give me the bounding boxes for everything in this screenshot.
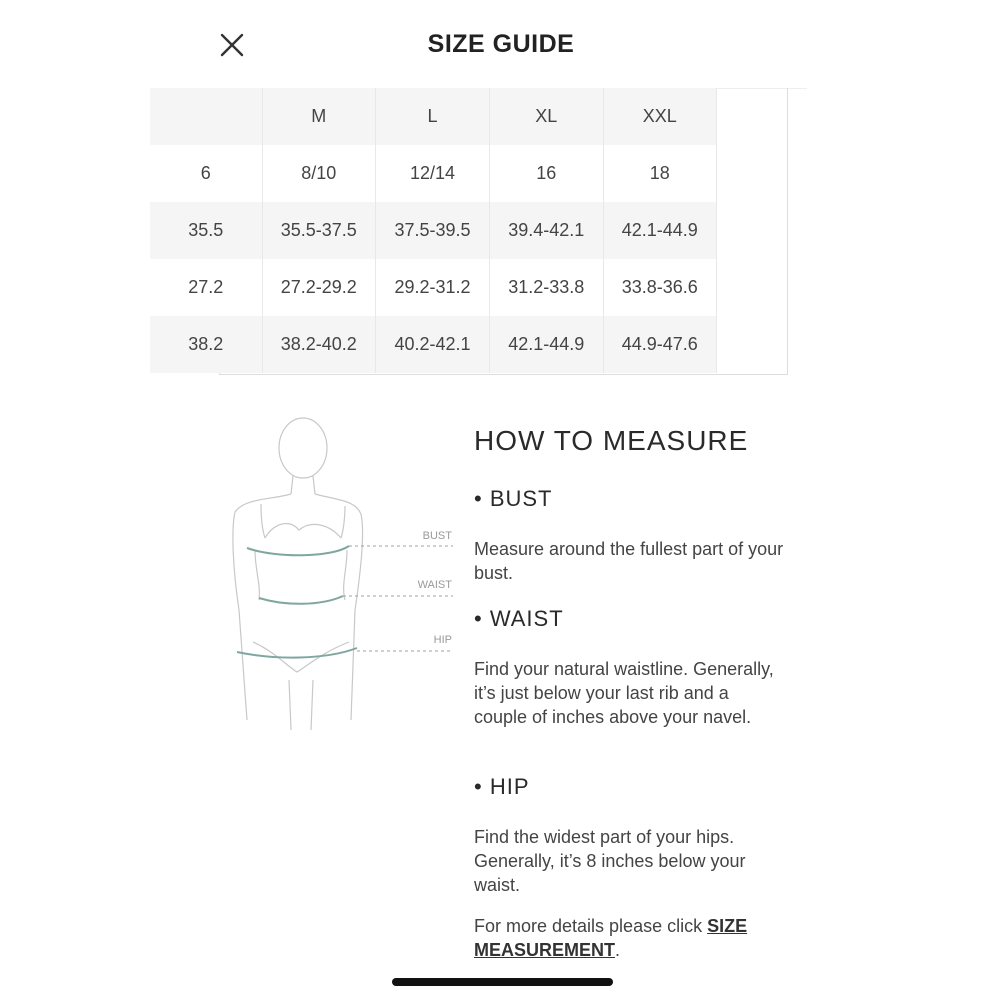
table-cell: 16 (490, 145, 603, 202)
bust-text: Measure around the fullest part of your bust. (474, 539, 784, 583)
table-cell: 42.1-44.9 (490, 316, 603, 373)
table-cell: 6 (150, 145, 262, 202)
table-cell: 27.2 (150, 259, 262, 316)
table-cell: 37.5-39.5 (375, 202, 489, 259)
table-cell: XL (490, 88, 603, 145)
size-measurement-link[interactable]: SIZE MEASUREMENT (474, 916, 748, 960)
table-cell: 42.1-44.9 (603, 202, 717, 259)
waist-text: Find your natural waistline. Generally, it’s just below your last rib and a couple of inches above your navel. (474, 659, 774, 727)
table-cell: 35.5 (150, 202, 262, 259)
more-details (474, 914, 784, 962)
header (195, 0, 807, 89)
measurement-figure (225, 420, 465, 740)
body-figure-illustration (225, 420, 465, 740)
table-cell: 29.2-31.2 (375, 259, 489, 316)
table-row (150, 88, 717, 145)
waist-label: WAIST (417, 579, 452, 591)
hip-label: HIP (433, 634, 452, 646)
table-row (150, 145, 717, 202)
hip-heading: • HIP (474, 774, 530, 799)
table-row (150, 202, 717, 259)
table-cell: XXL (603, 88, 717, 145)
page-title: SIZE GUIDE (427, 30, 575, 58)
table-cell: 33.8-36.6 (603, 259, 717, 316)
more-details-suffix: . (615, 940, 621, 960)
home-indicator[interactable] (392, 978, 613, 986)
table-cell (150, 88, 262, 145)
table-cell: 40.2-42.1 (375, 316, 489, 373)
table-cell: L (375, 88, 489, 145)
table-cell: 38.2-40.2 (262, 316, 375, 373)
table-cell: 39.4-42.1 (490, 202, 603, 259)
more-details-prefix: For more details please click (474, 916, 708, 936)
table-cell: 12/14 (375, 145, 489, 202)
size-table[interactable] (188, 88, 788, 375)
table-cell: 38.2 (150, 316, 262, 373)
how-to-measure-title: HOW TO MEASURE (474, 425, 749, 456)
hip-text: Find the widest part of your hips. Generally, it’s 8 inches below your waist. (474, 827, 746, 895)
table-cell: M (262, 88, 375, 145)
table-cell: 44.9-47.6 (603, 316, 717, 373)
table-cell: 8/10 (262, 145, 375, 202)
bust-label: BUST (422, 530, 452, 542)
table-cell: 27.2-29.2 (262, 259, 375, 316)
table-cell: 18 (603, 145, 717, 202)
table-cell: 35.5-37.5 (262, 202, 375, 259)
table-cell: 31.2-33.8 (490, 259, 603, 316)
waist-heading: • WAIST (474, 606, 564, 631)
table-row (150, 316, 717, 373)
table-row (150, 259, 717, 316)
bust-heading: • BUST (474, 486, 553, 511)
